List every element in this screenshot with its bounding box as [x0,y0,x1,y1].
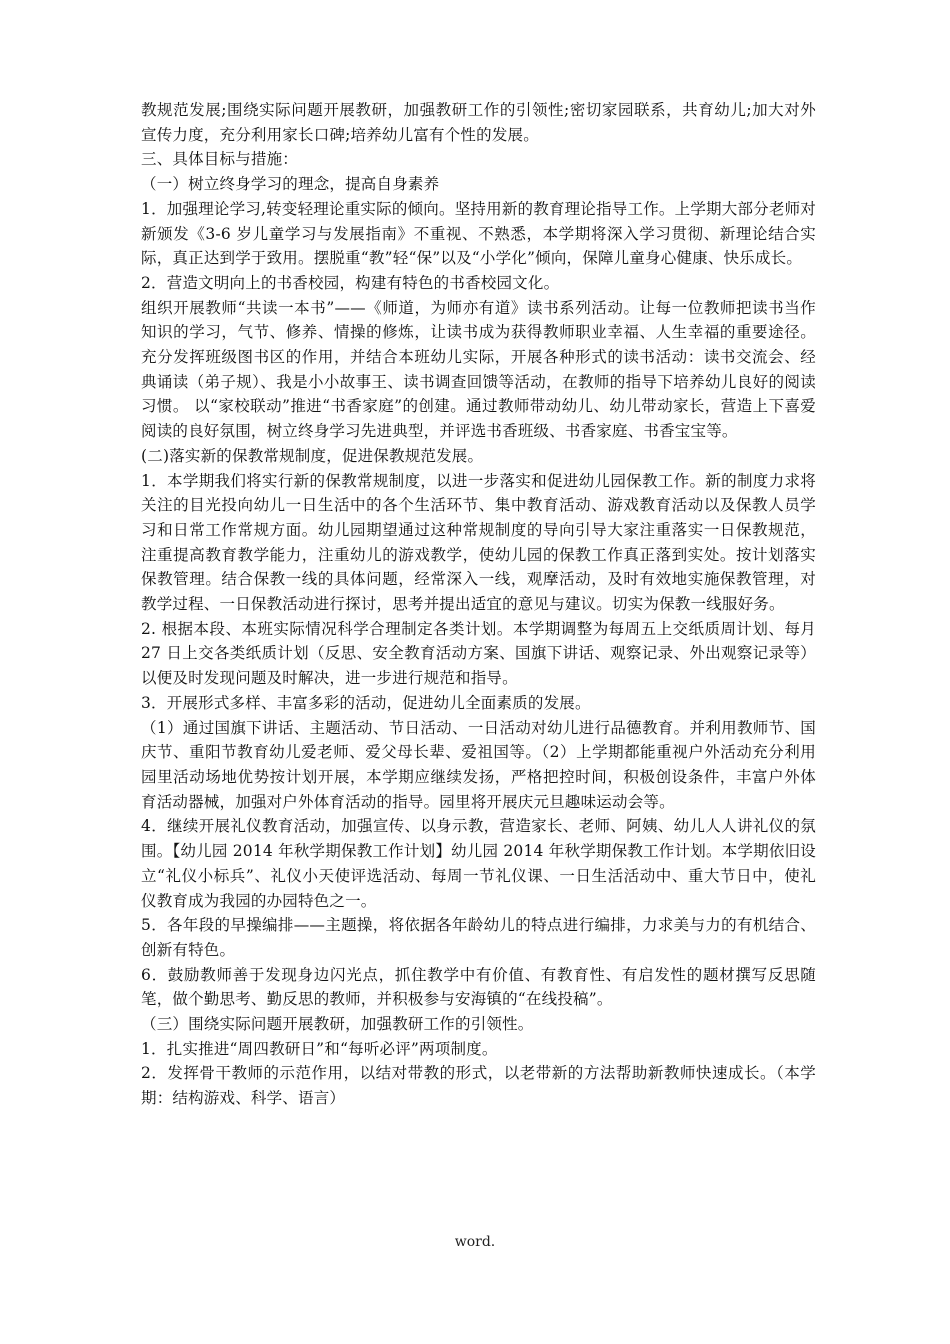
paragraph-item: 2．发挥骨干教师的示范作用，以结对带教的形式，以老带新的方法帮助新教师快速成长。（本学期：结构游戏、科学、语言） [141,1064,816,1108]
paragraph-item: 1．扎实推进“周四教研日”和“每听必评”两项制度。 [141,1039,498,1058]
paragraph-item: 5．各年段的早操编排——主题操，将依据各年龄幼儿的特点进行编排，力求美与力的有机结合、创新有特色。 [141,916,816,959]
paragraph-item: 6．鼓励教师善于发现身边闪光点，抓住教学中有价值、有教育性、有启发性的题材撰写反思随笔，做个勤思考、勤反思的教师，并积极参与安海镇的“在线投稿”。 [141,965,816,1009]
page-footer: word. [454,1234,496,1250]
paragraph-item: 4．继续开展礼仪教育活动，加强宣传、以身示教，营造家长、老师、阿姨、幼儿人人讲礼仪的氛围。【幼儿园 2014 年秋学期保教工作计划】幼儿园 2014 年秋学期保教工作计划。本学期依旧设立“礼仪小标兵”、礼仪小天使评选活动、每周一节礼仪课、一日生活活动中、重大节日中，使礼仪教育成为我园的办园特色之一。 [141,817,816,910]
subsection-heading-3: （三）围绕实际问题开展教研，加强教研工作的引领性。 [141,1015,534,1034]
document-body [141,98,816,1111]
section-heading-goals: 三、具体目标与措施： [141,150,299,169]
paragraph-body: 组织开展教师“共读一本书”——《师道，为师亦有道》读书系列活动。让每一位教师把读书当作知识的学习，气节、修养、情操的修炼，让读书成为获得教师职业幸福、人生幸福的重要途径。 充分发挥班级图书区的作用，并结合本班幼儿实际，开展各种形式的读书活动：读书交流会、经典诵读（弟子规）、我是小小故事王、读书调查回馈等活动，在教师的指导下培养幼儿良好的阅读习惯。 以“家校联动”推进“书香家庭”的创建。通过教师带动幼儿、幼儿带动家长，营造上下喜爱阅读的良好氛围，树立终身学习先进典型，并评选书香班级、书香家庭、书香宝宝等。 [141,298,816,441]
paragraph-item: 3．开展形式多样、丰富多彩的活动，促进幼儿全面素质的发展。 [141,693,591,712]
paragraph-item: 2. 根据本段、本班实际情况科学合理制定各类计划。本学期调整为每周五上交纸质周计划、每月 27 日上交各类纸质计划（反思、安全教育活动方案、国旗下讲话、观察记录、外出观察记录等）以便及时发现问题及时解决，进一步进行规范和指导。 [141,619,816,688]
subsection-heading-2: (二)落实新的保教常规制度，促进保教规范发展。 [141,446,484,465]
paragraph-item: 1．本学期我们将实行新的保教常规制度，以进一步落实和促进幼儿园保教工作。新的制度力求将关注的目光投向幼儿一日生活中的各个生活环节、集中教育活动、游戏教育活动以及保教人员学习和日常工作常规方面。幼儿园期望通过这种常规制度的导向引导大家注重落实一日保教规范，注重提高教育教学能力，注重幼儿的游戏教学，使幼儿园的保教工作真正落到实处。按计划落实保教管理。结合保教一线的具体问题，经常深入一线，观摩活动，及时有效地实施保教管理，对教学过程、一日保教活动进行探讨，思考并提出适宜的意见与建议。切实为保教一线服好务。 [141,471,816,614]
paragraph-item: 2．营造文明向上的书香校园，构建有特色的书香校园文化。 [141,273,560,292]
paragraph-item: 1．加强理论学习,转变轻理论重实际的倾向。坚持用新的教育理论指导工作。上学期大部分老师对新颁发《3-6 岁儿童学习与发展指南》不重视、不熟悉，本学期将深入学习贯彻、新理论结合实际，真正达到学于致用。摆脱重“教”轻“保”以及“小学化”倾向，保障儿童身心健康、快乐成长。 [141,199,816,268]
paragraph-intro-continuation: 教规范发展;围绕实际问题开展教研，加强教研工作的引领性;密切家园联系，共育幼儿;加大对外宣传力度，充分利用家长口碑;培养幼儿富有个性的发展。 [141,101,816,144]
paragraph-body: （1）通过国旗下讲话、主题活动、节日活动、一日活动对幼儿进行品德教育。并利用教师节、国庆节、重阳节教育幼儿爱老师、爱父母长辈、爱祖国等。（2）上学期都能重视户外活动充分利用园里活动场地优势按计划开展，本学期应继续发扬，严格把控时间，积极创设条件，丰富户外体育活动器械，加强对户外体育活动的指导。园里将开展庆元旦趣味运动会等。 [141,718,816,811]
subsection-heading-1: （一）树立终身学习的理念，提高自身素养 [141,175,440,194]
